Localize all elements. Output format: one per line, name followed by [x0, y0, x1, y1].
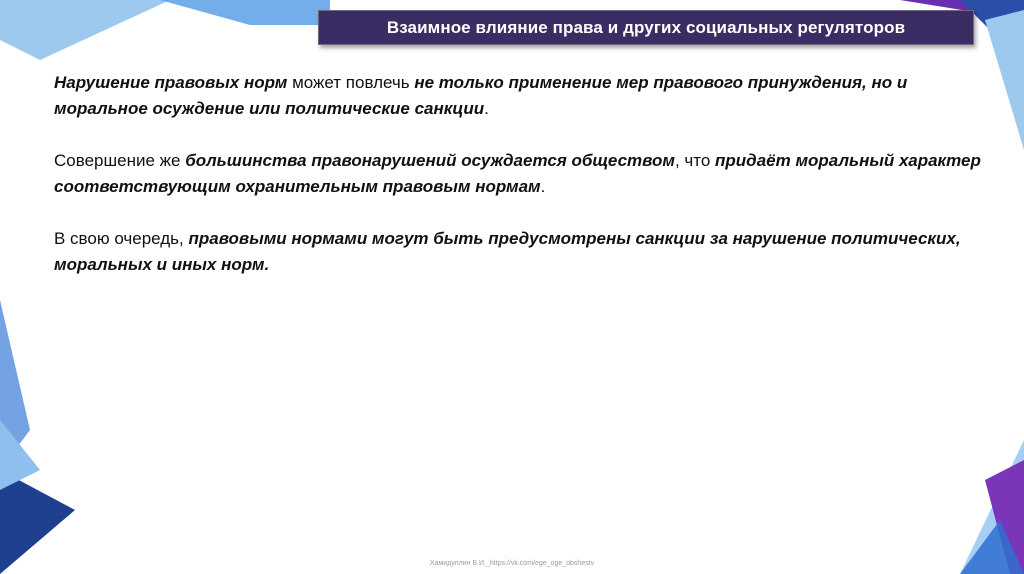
body-text: Совершение же [54, 151, 186, 170]
slide-title: Взаимное влияние права и других социальных регуляторов [386, 17, 906, 37]
body-text: , что [674, 151, 716, 170]
emphasis-text: большинства правонарушений осуждается обществом [185, 151, 675, 170]
body-text: может повлечь [287, 73, 415, 92]
corner-shape-top-left-light [0, 0, 170, 60]
slide-footer: Хамидуллин Б.И._https://vk.com/ege_oge_obshestv [429, 560, 595, 567]
body-text: В свою очередь, [54, 229, 189, 248]
paragraph-2 [54, 148, 984, 200]
slide-body [54, 70, 984, 304]
emphasis-text: Нарушение правовых норм [54, 73, 288, 92]
emphasis-text: придаёт моральный характер соответствующим охранительным правовым нормам [54, 151, 981, 196]
paragraph-1 [54, 70, 984, 122]
body-text: . [540, 177, 546, 196]
emphasis-text: не только применение мер правового принуждения, но и моральное осуждение или политические санкции [54, 73, 908, 118]
body-text: . [484, 99, 489, 118]
corner-shape-top-right-light [985, 10, 1024, 150]
paragraph-3 [54, 226, 984, 278]
slide-title-bar [318, 10, 974, 45]
corner-shape-bottom-left-dark [0, 470, 75, 574]
corner-shape-top-band [160, 0, 330, 25]
emphasis-text: правовыми нормами могут быть предусмотрены санкции за нарушение политических, моральных и иных норм. [54, 229, 961, 274]
